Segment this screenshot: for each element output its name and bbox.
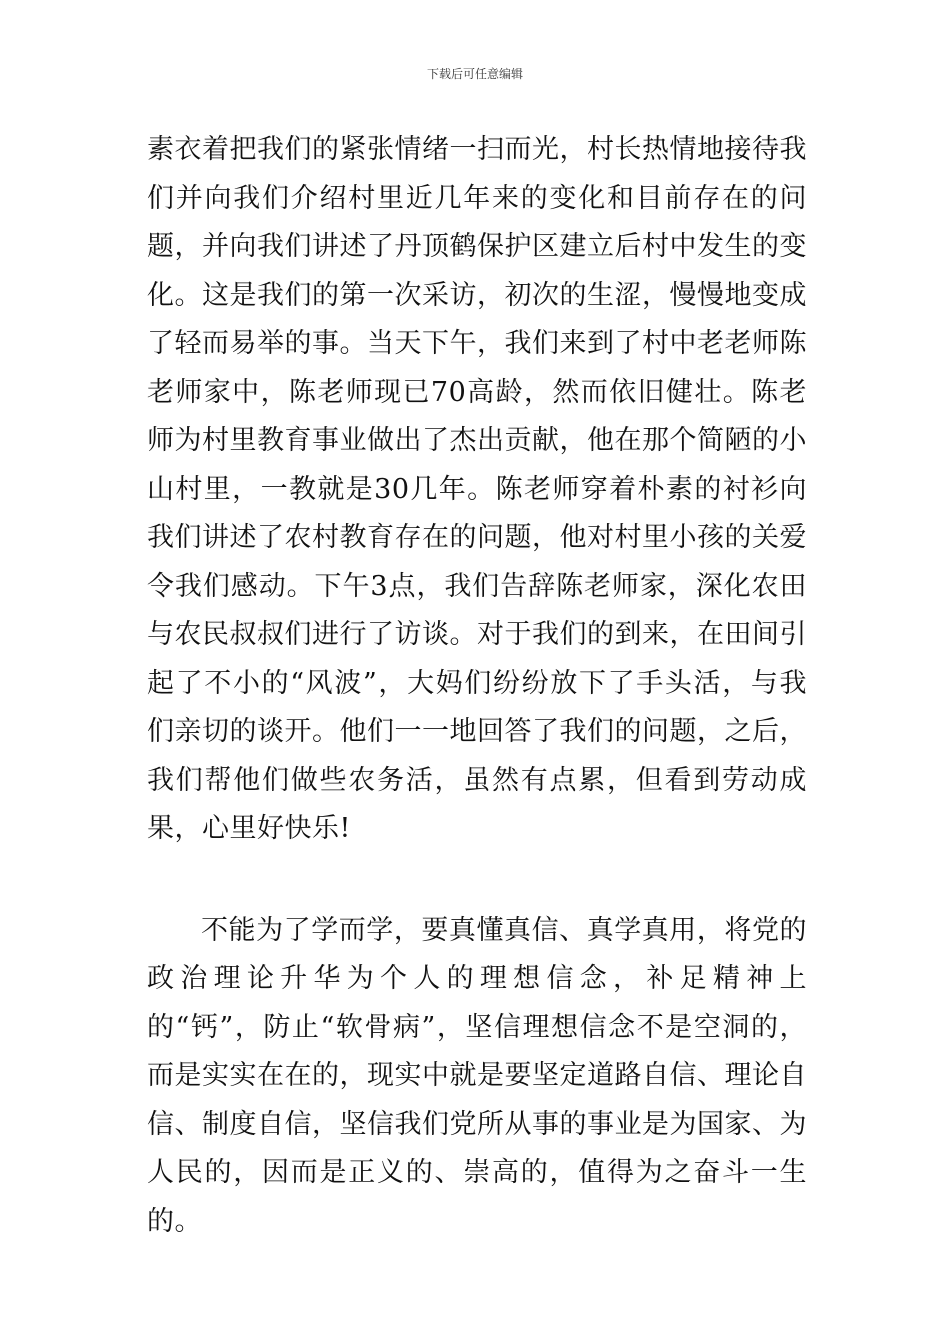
document-body [147,126,807,1246]
paragraph-2: 不能为了学而学，要真懂真信、真学真用，将党的政治理论升华为个人的理想信念，补足精神上的“钙”，防止“软骨病”，坚信理想信念不是空洞的，而是实实在在的，现实中就是要坚定道路自信、理论自信、制度自信，坚信我们党所从事的事业是为国家、为人民的，因而是正义的、崇高的，值得为之奋斗一生的。 [147,914,807,1237]
page-header: 下载后可任意编辑 [426,67,523,81]
paragraph-1: 素衣着把我们的紧张情绪一扫而光，村长热情地接待我们并向我们介绍村里近几年来的变化和目前存在的问题，并向我们讲述了丹顶鹤保护区建立后村中发生的变化。这是我们的第一次采访，初次的生涩，慢慢地变成了轻而易举的事。当天下午，我们来到了村中老老师陈老师家中，陈老师现已70高龄，然而依旧健壮。陈老师为村里教育事业做出了杰出贡献，他在那个简陋的小山村里，一教就是30几年。陈老师穿着朴素的衬衫向我们讲述了农村教育存在的问题，他对村里小孩的关爱令我们感动。下午3点，我们告辞陈老师家，深化农田与农民叔叔们进行了访谈。对于我们的到来，在田间引起了不小的“风波”，大妈们纷纷放下了手头活，与我们亲切的谈开。他们一一地回答了我们的问题，之后，我们帮他们做些农务活，虽然有点累，但看到劳动成果，心里好快乐! [147,134,807,844]
